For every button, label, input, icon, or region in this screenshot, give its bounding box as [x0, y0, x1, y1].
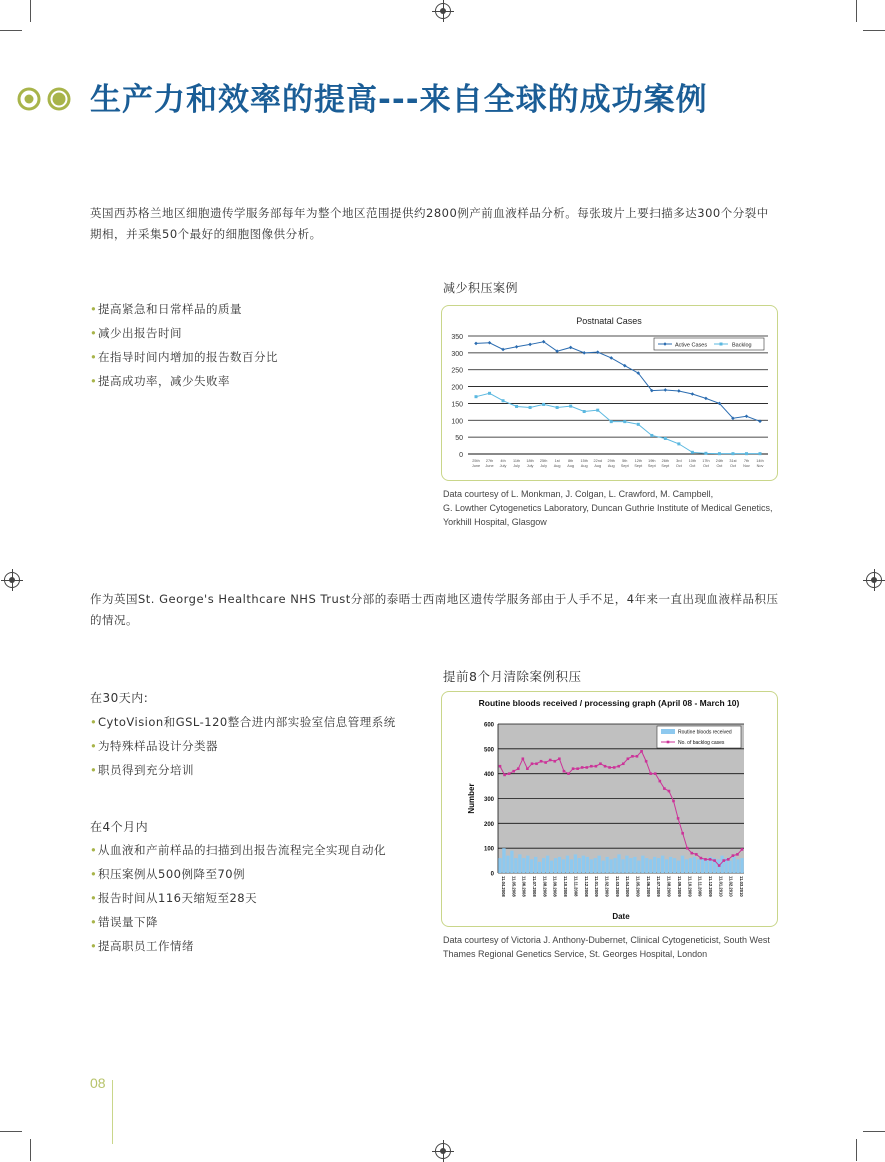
- y-tick-label: 150: [451, 401, 463, 409]
- legend-marker: [720, 343, 723, 346]
- legend-swatch: [661, 729, 675, 734]
- list-item: • 提高成功率，减少失败率: [90, 369, 410, 393]
- bar: [629, 858, 632, 873]
- data-point: [704, 452, 707, 455]
- data-point: [622, 762, 625, 765]
- x-tick-label: 22nd Aug: [593, 459, 602, 468]
- bar: [554, 858, 557, 873]
- bar: [669, 857, 672, 873]
- data-point: [475, 395, 478, 398]
- x-tick-label: 11.11.2009: [697, 876, 703, 897]
- crop-mark: [0, 30, 22, 31]
- registration-mark-icon: [435, 1143, 451, 1159]
- x-tick-label: 8th Aug: [567, 459, 575, 468]
- data-point: [713, 859, 716, 862]
- data-point: [677, 389, 681, 393]
- registration-mark-icon: [4, 572, 20, 588]
- list-item: • 积压案例从500例降至70例: [90, 862, 420, 886]
- data-point: [681, 832, 684, 835]
- bar: [693, 857, 696, 873]
- x-tick-label: 11.08.2008: [542, 876, 548, 897]
- x-tick-label: 11.05.2008: [511, 876, 517, 897]
- legend-marker: [667, 741, 670, 744]
- intro-paragraph-1: 英国西苏格兰地区细胞遗传学服务部每年为整个地区范围提供约2800例产前血液样品分析。每张玻片上要扫描多达300个分裂中期相，并采集50个最好的细胞图像供分析。: [90, 206, 769, 241]
- data-point: [596, 409, 599, 412]
- x-tick-label: 11.03.2010: [739, 876, 744, 897]
- data-point: [736, 853, 739, 856]
- data-point: [732, 854, 735, 857]
- x-tick-label: 14th Nov: [756, 459, 764, 468]
- bar: [578, 858, 581, 873]
- bar: [510, 851, 513, 873]
- legend-label: Routine bloods received: [678, 729, 732, 736]
- chart-legend: [654, 338, 764, 350]
- bar: [613, 858, 616, 873]
- data-point: [741, 848, 744, 851]
- data-point: [654, 772, 657, 775]
- data-point: [604, 765, 607, 768]
- bar: [641, 856, 644, 873]
- group4m-heading: 在4个月内: [90, 820, 149, 834]
- list-item: • 职员得到充分培训: [90, 758, 420, 782]
- data-point: [636, 755, 639, 758]
- page-title: 生产力和效率的提高---来自全球的成功案例: [90, 82, 708, 118]
- x-tick-label: 11.06.2009: [645, 876, 651, 897]
- y-tick-label: 50: [455, 435, 463, 443]
- data-point: [569, 346, 573, 350]
- bar: [522, 858, 525, 873]
- data-point: [704, 397, 708, 401]
- data-point: [503, 774, 506, 777]
- page-number: 08: [90, 1075, 106, 1091]
- data-point: [745, 452, 748, 455]
- bar: [685, 859, 688, 873]
- x-tick-label: 11.04.2008: [501, 876, 506, 897]
- x-tick-label: 26th Sept: [661, 459, 670, 468]
- data-point: [668, 790, 671, 793]
- data-point: [617, 765, 620, 768]
- bar: [732, 857, 735, 873]
- bar: [518, 854, 521, 873]
- data-point: [623, 420, 626, 423]
- bar: [657, 858, 660, 873]
- x-tick-label: 11.12.2008: [583, 876, 589, 897]
- data-point: [718, 864, 721, 867]
- bar: [530, 859, 533, 873]
- x-tick-label: 11.02.2010: [728, 876, 734, 897]
- x-tick-label: 11.06.2008: [521, 876, 527, 897]
- bar: [665, 859, 668, 873]
- y-tick-label: 350: [451, 334, 463, 341]
- bar: [498, 858, 501, 873]
- data-point: [664, 437, 667, 440]
- bar: [637, 861, 640, 873]
- y-tick-label: 100: [483, 846, 494, 853]
- x-tick-label: 7th Nov: [743, 459, 750, 468]
- data-point: [695, 853, 698, 856]
- y-tick-label: 500: [483, 747, 494, 754]
- data-point: [596, 350, 600, 354]
- bar: [661, 856, 664, 873]
- x-tick-label: 11.01.2009: [594, 876, 600, 897]
- bar: [582, 856, 585, 873]
- data-point: [700, 857, 703, 860]
- crop-mark: [863, 1131, 885, 1132]
- chart1-caption-label: 减少积压案例: [443, 281, 519, 295]
- bar: [558, 857, 561, 873]
- bar: [677, 861, 680, 873]
- x-tick-label: 11.07.2008: [532, 876, 538, 897]
- bullet-list-30-days: [90, 710, 420, 782]
- data-point: [582, 351, 586, 355]
- data-point: [691, 392, 695, 396]
- x-tick-label: 29th Aug: [607, 459, 615, 468]
- data-point: [569, 405, 572, 408]
- legend-label: No. of backlog cases: [678, 740, 725, 746]
- data-point: [567, 772, 570, 775]
- data-point: [672, 800, 675, 803]
- bar: [736, 859, 739, 873]
- x-tick-label: 11.03.2009: [614, 876, 620, 897]
- data-point: [731, 452, 734, 455]
- x-tick-label: 4th July: [499, 459, 507, 468]
- y-tick-label: 0: [459, 452, 463, 459]
- list-item: • 从血液和产前样品的扫描到出报告流程完全实现自动化: [90, 838, 420, 862]
- chart2-credit: [443, 933, 783, 961]
- data-point: [515, 405, 518, 408]
- list-item: • 提高紧急和日常样品的质量: [90, 297, 410, 321]
- x-tick-label: 11.09.2009: [676, 876, 682, 897]
- legend-label: Backlog: [732, 342, 752, 349]
- bar: [645, 858, 648, 873]
- chart-title: Routine bloods received / processing graph (April 08 - March 10): [478, 698, 740, 708]
- y-tick-label: 300: [451, 350, 463, 358]
- bar: [542, 858, 545, 873]
- x-tick-label: 27th June: [485, 459, 494, 468]
- data-point: [488, 392, 491, 395]
- x-tick-label: 31st Oct: [729, 459, 737, 468]
- data-point: [645, 760, 648, 763]
- data-point: [522, 757, 525, 760]
- chart2-caption-label: 提前8个月清除案例积压: [443, 669, 582, 684]
- x-tick-label: 11.02.2009: [604, 876, 610, 897]
- data-point: [544, 761, 547, 764]
- data-point: [691, 451, 694, 454]
- data-point: [745, 414, 749, 418]
- data-point: [528, 343, 532, 347]
- data-point: [501, 348, 505, 352]
- bar: [526, 856, 529, 873]
- routine-bloods-chart: [442, 692, 777, 926]
- y-tick-label: 0: [490, 871, 494, 878]
- data-point: [512, 770, 515, 773]
- intro-paragraph-2: 作为英国St. George's Healthcare NHS Trust分部的泰晤士西南地区遗传学服务部由于人手不足，4年来一直出现血液样品积压的情况。: [90, 592, 779, 627]
- bar: [697, 859, 700, 873]
- y-axis-label: Number: [467, 783, 476, 814]
- bar: [621, 859, 624, 873]
- x-tick-label: 15th Aug: [580, 459, 588, 468]
- list-item: • 提高职员工作情绪: [90, 934, 420, 958]
- legend-label: Active Cases: [675, 342, 708, 349]
- x-tick-label: 11.12.2009: [707, 876, 713, 897]
- bar: [594, 858, 597, 873]
- data-point: [718, 452, 721, 455]
- series-line: [476, 342, 760, 422]
- data-point: [650, 434, 653, 437]
- x-tick-label: 18th July: [526, 459, 534, 468]
- chart2-panel: [441, 691, 778, 927]
- y-tick-label: 300: [483, 797, 494, 803]
- list-item: • CytoVision和GSL-120整合进内部实验室信息管理系统: [90, 710, 420, 734]
- data-point: [595, 765, 598, 768]
- crop-mark: [30, 1139, 31, 1161]
- bar: [701, 858, 704, 873]
- chart1-credit: [443, 487, 783, 529]
- data-point: [540, 760, 543, 763]
- bar: [546, 856, 549, 873]
- registration-mark-icon: [435, 3, 451, 19]
- x-tick-label: 11.11.2008: [573, 876, 579, 897]
- x-tick-label: 12th Sept: [634, 459, 643, 468]
- x-tick-label: 11.04.2009: [625, 876, 631, 897]
- x-tick-label: 19th Sept: [647, 459, 656, 468]
- bar: [625, 856, 628, 873]
- bar: [605, 857, 608, 873]
- data-point: [649, 772, 652, 775]
- x-tick-label: 11th July: [513, 459, 521, 468]
- x-tick-label: 17th Oct: [702, 459, 710, 468]
- data-point: [727, 858, 730, 861]
- data-point: [631, 755, 634, 758]
- bar: [570, 859, 573, 873]
- data-point: [583, 410, 586, 413]
- bar: [506, 856, 509, 873]
- y-tick-label: 100: [451, 418, 463, 426]
- x-tick-label: 11.05.2009: [635, 876, 641, 897]
- bar: [609, 859, 612, 873]
- data-point: [549, 759, 552, 762]
- x-tick-label: 25th July: [539, 459, 548, 468]
- x-tick-label: 1st Aug: [553, 459, 561, 468]
- data-point: [663, 787, 666, 790]
- bar: [689, 858, 692, 873]
- data-point: [517, 767, 520, 770]
- x-tick-label: 5th Sept: [620, 459, 629, 468]
- credit-line: Yorkhill Hospital, Glasgow: [443, 517, 547, 527]
- bar: [673, 858, 676, 873]
- bar: [514, 858, 517, 873]
- bar: [538, 862, 541, 873]
- bar: [550, 861, 553, 873]
- data-point: [722, 859, 725, 862]
- crop-mark: [856, 0, 857, 22]
- data-point: [590, 765, 593, 768]
- x-tick-label: 11.10.2008: [563, 876, 569, 897]
- data-point: [531, 762, 534, 765]
- credit-line: Data courtesy of Victoria J. Anthony-Dubernet, Clinical Cytogeneticist, South West: [443, 935, 770, 945]
- crop-mark: [863, 30, 885, 31]
- list-item: • 报告时间从116天缩短至28天: [90, 886, 420, 910]
- footer-divider: [112, 1080, 113, 1144]
- data-point: [563, 770, 566, 773]
- bar: [601, 861, 604, 873]
- x-tick-label: 11.01.2010: [718, 876, 724, 897]
- bar: [728, 861, 731, 873]
- data-point: [499, 765, 502, 768]
- bar: [586, 857, 589, 873]
- x-tick-label: 11.09.2008: [552, 876, 558, 897]
- x-tick-label: 24th Oct: [715, 459, 724, 468]
- data-point: [535, 762, 538, 765]
- bar: [653, 857, 656, 873]
- bar: [705, 861, 708, 873]
- data-point: [585, 766, 588, 769]
- bar: [597, 856, 600, 873]
- data-point: [558, 757, 561, 760]
- registration-mark-icon: [866, 572, 882, 588]
- bar: [681, 856, 684, 873]
- bar: [720, 856, 723, 873]
- data-point: [659, 780, 662, 783]
- bullet-list-1: [90, 297, 410, 393]
- data-point: [553, 760, 556, 763]
- x-tick-label: 3rd Oct: [675, 459, 682, 468]
- data-point: [556, 406, 559, 409]
- y-tick-label: 200: [451, 384, 463, 392]
- y-tick-label: 250: [451, 367, 463, 375]
- data-point: [627, 757, 630, 760]
- y-tick-label: 400: [483, 772, 494, 779]
- list-item: • 错误量下降: [90, 910, 420, 934]
- data-point: [637, 423, 640, 426]
- group30-heading: 在30天内:: [90, 691, 149, 705]
- crop-mark: [30, 0, 31, 22]
- data-point: [690, 852, 693, 855]
- data-point: [664, 388, 668, 392]
- crop-mark: [0, 1131, 22, 1132]
- data-point: [474, 342, 478, 346]
- credit-line: G. Lowther Cytogenetics Laboratory, Duncan Guthrie Institute of Medical Genetics,: [443, 503, 773, 513]
- bar: [617, 854, 620, 873]
- data-point: [526, 767, 529, 770]
- data-point: [572, 767, 575, 770]
- bullet-list-4-months: [90, 838, 420, 958]
- x-axis-label: Date: [612, 912, 630, 921]
- data-point: [599, 762, 602, 765]
- data-point: [508, 772, 511, 775]
- data-point: [677, 817, 680, 820]
- bar: [590, 859, 593, 873]
- bar: [633, 857, 636, 873]
- data-point: [608, 766, 611, 769]
- y-tick-label: 600: [483, 722, 494, 729]
- bar: [740, 858, 743, 873]
- x-tick-label: 10th Oct: [688, 459, 697, 468]
- bar: [502, 848, 505, 873]
- data-point: [529, 406, 532, 409]
- list-item: • 在指导时间内增加的报告数百分比: [90, 345, 410, 369]
- data-point: [502, 399, 505, 402]
- data-point: [759, 452, 762, 455]
- data-point: [677, 442, 680, 445]
- data-point: [515, 345, 519, 349]
- data-point: [704, 858, 707, 861]
- data-point: [488, 341, 492, 345]
- x-tick-label: 11.08.2009: [666, 876, 672, 897]
- title-circles-icon: [16, 86, 74, 112]
- credit-line: Thames Regional Genetics Service, St. Georges Hospital, London: [443, 949, 708, 959]
- crop-mark: [856, 1139, 857, 1161]
- data-point: [576, 767, 579, 770]
- data-point: [542, 403, 545, 406]
- credit-line: Data courtesy of L. Monkman, J. Colgan, L. Crawford, M. Campbell,: [443, 489, 714, 499]
- chart-legend: [657, 726, 741, 748]
- x-tick-label: 11.07.2009: [656, 876, 662, 897]
- postnatal-cases-chart: [442, 306, 777, 480]
- x-tick-label: 11.10.2009: [687, 876, 693, 897]
- chart-title: Postnatal Cases: [576, 316, 642, 326]
- data-point: [709, 858, 712, 861]
- chart1-panel: [441, 305, 778, 481]
- list-item: • 减少出报告时间: [90, 321, 410, 345]
- data-point: [581, 766, 584, 769]
- bar: [566, 856, 569, 873]
- bar: [574, 854, 577, 873]
- data-point: [613, 766, 616, 769]
- data-point: [640, 750, 643, 753]
- bar: [649, 859, 652, 873]
- bar: [534, 857, 537, 873]
- data-point: [610, 420, 613, 423]
- data-point: [686, 847, 689, 850]
- y-tick-label: 200: [483, 821, 494, 828]
- bar: [562, 859, 565, 873]
- x-tick-label: 25th June: [471, 459, 481, 468]
- list-item: • 为特殊样品设计分类器: [90, 734, 420, 758]
